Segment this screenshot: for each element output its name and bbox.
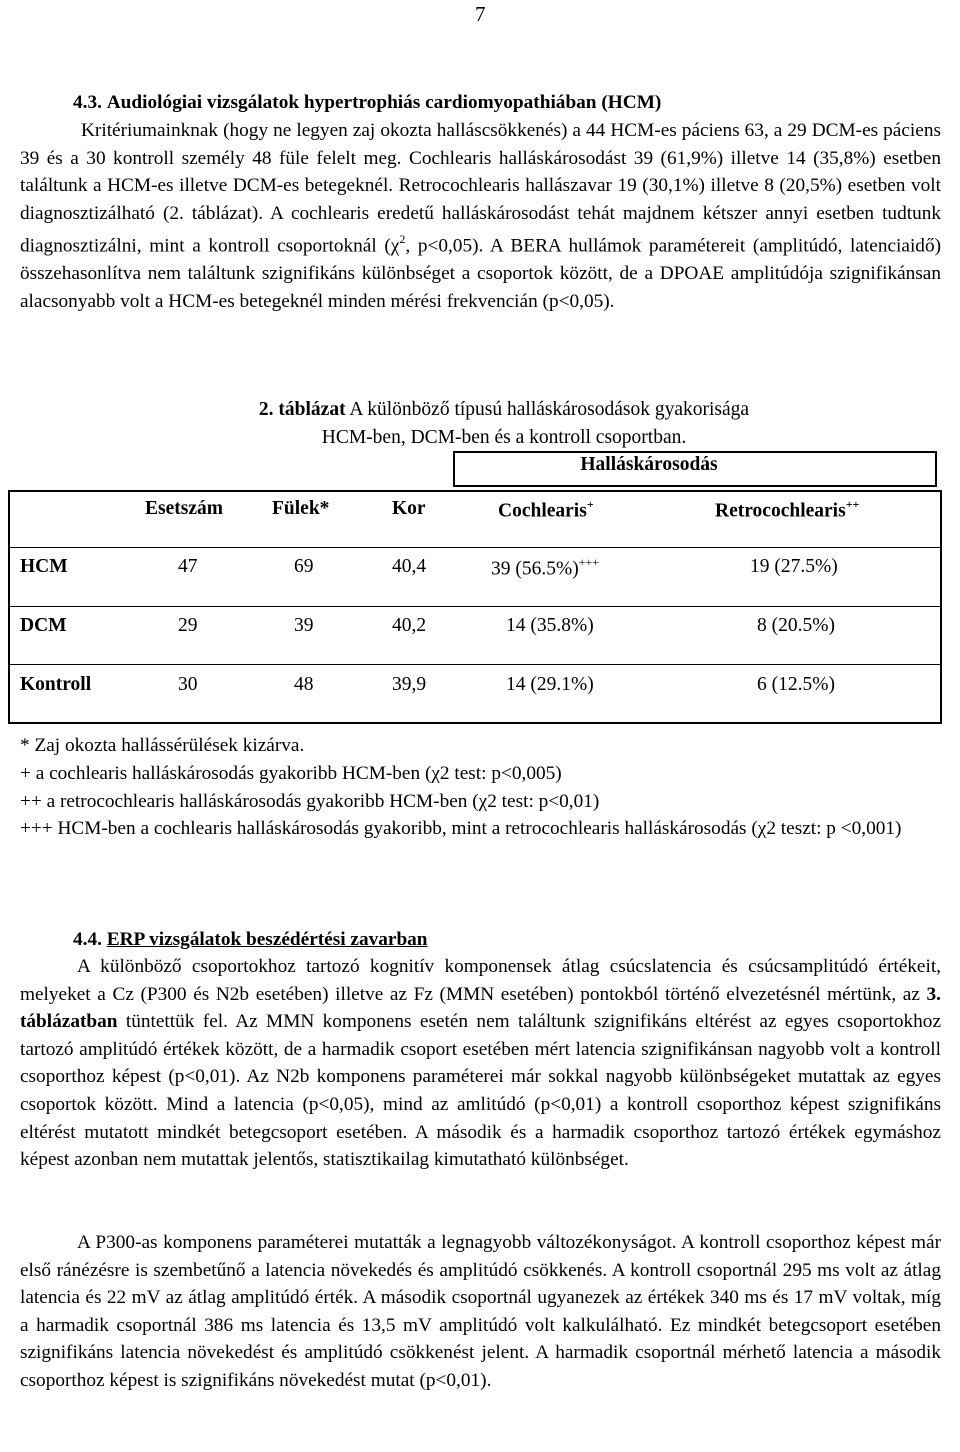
table-cell: 40,4 [392, 556, 427, 577]
header-retrocochlearis: Retrocochlearis++ [715, 497, 860, 522]
section-4-3-title: Audiológiai vizsgálatok hypertrophiás cardiomyopathiában (HCM) [106, 92, 662, 113]
table-note: * Zaj okozta hallássérülések kizárva. [20, 735, 305, 756]
table-notes [20, 732, 941, 843]
row-label-dcm: DCM [20, 615, 67, 636]
section-4-3 [20, 89, 941, 117]
table-cell: 30 [178, 674, 198, 695]
table-row-divider [8, 606, 942, 607]
paragraph-text: A különböző csoportokhoz tartozó kognitív komponensek átlag csúcslatencia és csúcsamplitúdó értékeit, melyeket a Cz (P300 és N2b esetében) illetve az Fz (MMN esetében) pontokból történő elvezetésnél mértünk, az [20, 956, 941, 1005]
table-cell: 19 (27.5%) [750, 556, 838, 577]
page-number: 7 [475, 2, 486, 26]
table-cell: 47 [178, 556, 198, 577]
table-2-caption-line1: A különböző típusú halláskárosodások gyakorisága [345, 399, 750, 420]
table-3-reference: 3. táblázatban [20, 983, 941, 1033]
paragraph-text: tüntettük fel. Az MMN komponens esetén nem találtunk szignifikáns eltérést az egyes csoportokhoz tartozó amplitúdó értékek között, de a harmadik csoport esetében mért latencia szignifikánsan nagyobb volt a kontroll csoporthoz képest (p<0,01). Az N2b komponens paraméterei már sokkal nagyobb különbségeket mutattak az egyes csoportok között. Mind a latencia (p<0,05), mind az amlitúdó (p<0,01) a kontroll csoporthoz képest szignifikáns eltérést mutatott mindkét betegcsoport esetében. A második és a harmadik csoporthoz tartozó értékek egymáshoz képest azonban nem mutattak jelentős, statisztikailag kimutatható különbséget. [20, 1011, 941, 1171]
table-cell: 6 (12.5%) [757, 674, 835, 695]
table-cell: 39,9 [392, 674, 427, 695]
section-4-3-paragraph [20, 117, 941, 316]
section-4-4-paragraph-1 [20, 953, 941, 1174]
table-cell: 14 (35.8%) [506, 615, 594, 636]
section-4-3-number: 4.3. [73, 92, 102, 113]
table-cell: 39 [294, 615, 314, 636]
section-4-4-paragraph-2 [20, 1229, 941, 1395]
header-cochlearis: Cochlearis+ [498, 497, 594, 522]
table-cell: 8 (20.5%) [757, 615, 835, 636]
table-row-divider [8, 664, 942, 665]
section-4-4-heading [20, 926, 941, 954]
table-2-caption-line2: HCM-ben, DCM-ben és a kontroll csoportban. [321, 427, 687, 448]
row-label-kontroll: Kontroll [20, 674, 92, 695]
table-cell: 48 [294, 674, 314, 695]
header-esetszam: Esetszám [145, 498, 223, 519]
table-note: ++ a retrocochlearis halláskárosodás gyakoribb HCM-ben (χ2 test: p<0,01) [20, 790, 600, 812]
table-header-divider [8, 547, 942, 548]
table-cell: 69 [294, 556, 314, 577]
table-note: + a cochlearis halláskárosodás gyakoribb HCM-ben (χ2 test: p<0,005) [20, 762, 562, 784]
table-2-label: 2. táblázat [258, 399, 346, 420]
group-header-halláskárosodás: Halláskárosodás [580, 454, 718, 475]
header-fulek: Fülek* [272, 498, 330, 519]
table-2-caption [200, 396, 808, 452]
paragraph-text-end: , p<0,05). A BERA hullámok paramétereit (amplitúdó, latenciaidő) összehasonlítva nem találtunk szignifikáns különbséget a csoportok között, de a DPOAE amplitúdója szignifikánsan alacsonyabb volt a HCM-es betegeknél minden mérési frekvencián (p<0,05). [20, 235, 942, 312]
paragraph-text: A P300-as komponens paraméterei mutatták a legnagyobb változékonyságot. A kontroll csoporthoz képest már első ránézésre is szembetűnő a latencia növekedés és amplitúdó csökkenés. A kontroll csoportnál 295 ms volt az átlag latencia és 22 mV az átlag amplitúdó érték. A második csoportnál ugyanezek az értékek 340 ms és 17 mV voltak, míg a harmadik csoportnál 386 ms latencia és 13,5 mV amplitúdó volt kalkulálható. Ez mindkét betegcsoport esetében szignifikáns latencia növekedést és amplitúdó csökkenést jelent. A harmadik csoportnál mérhető latencia a második csoporthoz képest is szignifikáns növekedést mutat (p<0,01). [20, 1232, 941, 1391]
table-note: +++ HCM-ben a cochlearis halláskárosodás gyakoribb, mint a retrocochlearis halláskárosodás (χ2 teszt: p <0,001) [20, 818, 902, 840]
header-kor: Kor [392, 498, 426, 519]
table-cell: 29 [178, 615, 198, 636]
section-4-4-number: 4.4. [73, 929, 102, 950]
row-label-hcm: HCM [20, 556, 68, 577]
chi-superscript: 2 [399, 232, 406, 247]
paragraph-text: Kritériumainknak (hogy ne legyen zaj okozta halláscsökkenés) a 44 HCM-es páciens 63, a 29 DCM-es páciens 39 és a 30 kontroll személy 48 füle felelt meg. Cochlearis halláskárosodást 39 (61,9%) illetve 14 (35,8%) esetben találtunk a HCM-es illetve DCM-es betegeknél. Retrocochlearis hallászavar 19 (30,1%) illetve 8 (20,5%) esetben volt diagnosztizálható (2. táblázat). A cochlearis eredetű halláskárosodást tehát majdnem kétszer annyi esetben tudtunk diagnosztizálni, mint a kontroll csoportoknál (χ [20, 120, 941, 257]
table-cell: 14 (29.1%) [506, 674, 594, 695]
table-cell: 40,2 [392, 615, 427, 636]
table-cell: 39 (56.5%)+++ [491, 555, 600, 580]
section-4-4-title: ERP vizsgálatok beszédértési zavarban [106, 929, 428, 950]
